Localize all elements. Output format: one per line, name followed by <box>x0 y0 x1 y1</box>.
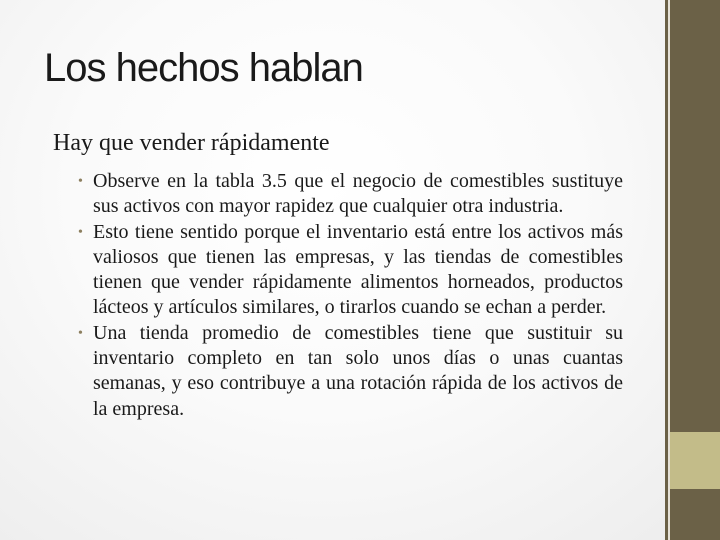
bullet-list <box>78 169 623 422</box>
decorative-accent-block <box>670 432 720 489</box>
bullet-item <box>78 321 623 422</box>
slide-title: Los hechos hablan <box>44 46 363 90</box>
slide-subheading: Hay que vender rápidamente <box>53 130 330 156</box>
bullet-text: Esto tiene sentido porque el inventario está entre los activos más valiosos que tienen las empresas, y las tiendas de comestibles tienen que vender rápidamente alimentos horneados, productos lácteos y artículos similares, o tirarlos cuando se echan a perder. <box>93 220 623 319</box>
bullet-dot-icon: • <box>78 224 83 240</box>
bullet-item <box>78 220 623 321</box>
bullet-item <box>78 169 623 220</box>
bullet-text: Una tienda promedio de comestibles tiene que sustituir su inventario completo en tan solo unos días o unas cuantas semanas, y eso contribuye a una rotación rápida de los activos de la empresa. <box>93 321 623 420</box>
bullet-dot-icon: • <box>78 325 83 341</box>
bullet-dot-icon: • <box>78 174 83 189</box>
bullet-text: Observe en la tabla 3.5 que el negocio de comestibles sustituye sus activos con mayor rapidez que cualquier otra industria. <box>93 170 623 218</box>
